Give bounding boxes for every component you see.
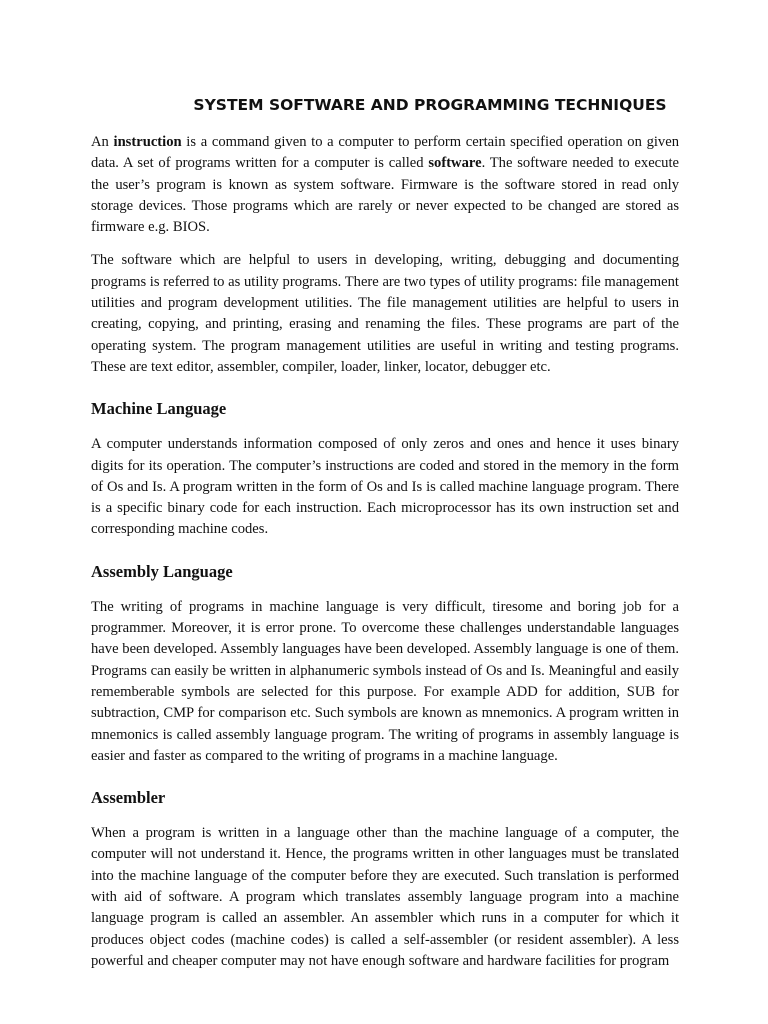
term-software: software [428, 155, 482, 172]
section-heading-assembler: Assembler [91, 788, 166, 808]
intro-text-3: . The software needed to execute the user’s program is known as system software. Firmware is the software stored in read only storage devices. Those programs which are rarely or never expected to be changed are stored as firmware e.g. BIOS. [91, 155, 679, 236]
intro-paragraph [91, 132, 679, 238]
page-title: SYSTEM SOFTWARE AND PROGRAMMING TECHNIQUES [193, 96, 667, 114]
utility-programs-paragraph: The software which are helpful to users in developing, writing, debugging and documenting programs is referred to as utility programs. There are two types of utility programs: file management utilities and program development utilities. The file management utilities are helpful to users in creating, copying, and printing, erasing and renaming the files. These programs are part of the operating system. The program management utilities are useful in writing and testing programs. These are text editor, assembler, compiler, loader, linker, locator, debugger etc. [91, 252, 679, 375]
section-heading-machine-language: Machine Language [91, 399, 227, 419]
intro-text-1: An [91, 134, 114, 150]
section-body-machine-language: A computer understands information composed of only zeros and ones and hence it uses binary digits for its operation. The computer’s instructions are coded and stored in the memory in the form of Os and Is. A program written in the form of Os and Is is called machine language program. There is a specific binary code for each instruction. Each microprocessor has its own instruction set and corresponding machine codes. [91, 436, 679, 538]
intro-text-2: is a command given to a computer to perform certain specified operation on given data. A set of programs written for a computer is called [91, 134, 679, 172]
section-heading-assembly-language: Assembly Language [91, 561, 233, 581]
document-page [91, 92, 679, 984]
term-instruction: instruction [113, 134, 182, 150]
section-body-assembler: When a program is written in a language other than the machine language of a computer, the computer will not understand it. Hence, the programs written in other languages must be translated into the machine language of the computer before they are executed. Such translation is performed with aid of software. A program which translates assembly language program into a machine language program is called an assembler. An assembler which runs in a computer for which it produces object codes (machine codes) is called a self-assembler (or resident assembler). A less powerful and cheaper computer may not have enough software and hardware facilities for program [91, 825, 679, 969]
section-body-assembly-language: The writing of programs in machine language is very difficult, tiresome and boring job for a programmer. Moreover, it is error prone. To overcome these challenges understandable languages have been developed. Assembly languages have been developed. Assembly language is one of them. Programs can easily be written in alphanumeric symbols instead of Os and Is. Meaningful and easily rememberable symbols are selected for this purpose. For example ADD for addition, SUB for subtraction, CMP for comparison etc. Such symbols are known as mnemonics. A program written in mnemonics is called assembly language program. The writing of programs in assembly language is easier and faster as compared to the writing of programs in a machine language. [91, 598, 679, 764]
